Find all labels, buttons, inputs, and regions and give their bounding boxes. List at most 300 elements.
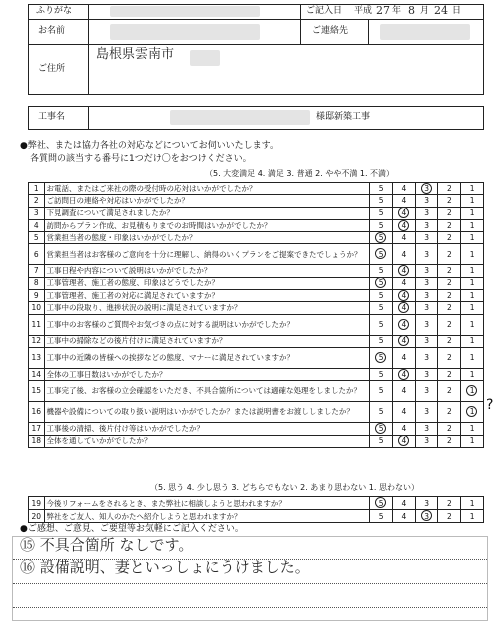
score-label: 4 xyxy=(401,423,407,433)
score-option-1[interactable] xyxy=(461,219,484,231)
score-option-5[interactable] xyxy=(370,497,393,510)
score-option-3[interactable] xyxy=(415,290,438,302)
score-option-2[interactable] xyxy=(438,195,461,207)
score-label: 2 xyxy=(446,196,452,205)
score-label: 4 xyxy=(401,208,407,218)
question-number: 2 xyxy=(29,195,45,207)
score-label: 4 xyxy=(401,353,407,363)
score-option-3[interactable] xyxy=(415,195,438,207)
score-label: 1 xyxy=(469,369,475,379)
header-line xyxy=(28,19,484,20)
score-option-3[interactable] xyxy=(415,423,438,435)
score-option-4[interactable] xyxy=(392,277,415,289)
score-label: 3 xyxy=(424,353,429,363)
score-option-3[interactable] xyxy=(415,302,438,314)
score-label: 3 xyxy=(424,196,429,205)
score-option-4[interactable] xyxy=(392,290,415,302)
score-label: 4 xyxy=(401,336,407,346)
score-label: 5 xyxy=(378,220,384,230)
score-option-2[interactable] xyxy=(438,435,461,447)
score-label: 1 xyxy=(469,249,475,259)
score-label: 1 xyxy=(469,303,475,313)
selected-circle xyxy=(375,277,386,288)
question-text: 営業担当者はお客様のご意向を十分に理解し、納得のいくプランをご提案できたでしょうか？ xyxy=(44,244,370,265)
question-row xyxy=(29,219,484,231)
score-label: 5 xyxy=(378,278,384,288)
selected-circle xyxy=(375,352,386,363)
score-label: 5 xyxy=(378,369,384,379)
question-number: 10 xyxy=(29,302,45,314)
score-option-4[interactable] xyxy=(392,314,415,335)
question-text: 工事完了後、お客様の立会確認をいただき、不具合箇所については適確な処理をしましたか？ xyxy=(44,381,370,402)
score-label: 2 xyxy=(446,423,452,433)
score-label: 5 xyxy=(378,407,384,417)
score-option-2[interactable] xyxy=(438,265,461,277)
score-label: 3 xyxy=(424,386,429,396)
score-option-1[interactable] xyxy=(461,368,484,380)
score-option-5[interactable] xyxy=(370,195,393,207)
question-row xyxy=(29,435,484,447)
name-redacted xyxy=(110,24,260,40)
score-label: 4 xyxy=(401,498,407,508)
date-day: 24 xyxy=(434,4,448,17)
question-number: 6 xyxy=(29,244,45,265)
question-row xyxy=(29,290,484,302)
score-label: 3 xyxy=(424,249,429,259)
score-option-1[interactable] xyxy=(461,207,484,219)
score-option-5[interactable] xyxy=(370,347,393,368)
score-label: 2 xyxy=(446,290,452,300)
score-option-2[interactable] xyxy=(438,402,461,423)
score-label: 3 xyxy=(424,498,429,508)
score-option-5[interactable] xyxy=(370,277,393,289)
score-label: 5 xyxy=(378,208,384,218)
date-year-unit: 年 xyxy=(392,6,402,16)
score-option-3[interactable] xyxy=(415,314,438,335)
score-option-5[interactable] xyxy=(370,435,393,447)
score-option-1[interactable] xyxy=(461,347,484,368)
score-option-2[interactable] xyxy=(438,207,461,219)
selected-circle xyxy=(466,406,477,417)
score-label: 5 xyxy=(378,290,384,300)
question-text: 工事管理者、施工者の対応に満足されていますか？ xyxy=(44,290,370,302)
score-label: 4 xyxy=(401,196,407,205)
score-option-3[interactable] xyxy=(415,497,438,510)
question-number: 15 xyxy=(29,381,45,402)
score-option-5[interactable] xyxy=(370,290,393,302)
question-row xyxy=(29,302,484,314)
selected-circle xyxy=(421,510,432,521)
selected-circle xyxy=(398,265,409,276)
score-label: 1 xyxy=(469,266,475,276)
header-line xyxy=(368,19,369,44)
score-option-5[interactable] xyxy=(370,244,393,265)
score-option-2[interactable] xyxy=(438,219,461,231)
project-value: 様邸新築工事 xyxy=(316,112,371,122)
furigana-redacted xyxy=(110,6,260,17)
header-line xyxy=(28,44,484,45)
score-option-4[interactable] xyxy=(392,335,415,347)
question-text: 工事中の近隣の皆様への挨拶などの態度、マナーに満足されていますか？ xyxy=(44,347,370,368)
selected-circle xyxy=(375,248,386,259)
score-option-5[interactable] xyxy=(370,232,393,244)
score-label: 1 xyxy=(469,319,475,329)
score-option-3[interactable] xyxy=(415,277,438,289)
score-option-3[interactable] xyxy=(415,335,438,347)
question-row xyxy=(29,402,484,423)
score-option-1[interactable] xyxy=(461,195,484,207)
question-number: 18 xyxy=(29,435,45,447)
question-row xyxy=(29,497,484,510)
score-option-1[interactable] xyxy=(461,335,484,347)
selected-circle xyxy=(398,319,409,330)
selected-circle xyxy=(375,423,386,434)
score-label: 1 xyxy=(469,336,475,346)
score-label: 5 xyxy=(378,386,384,396)
score-option-2[interactable] xyxy=(438,232,461,244)
score-label: 2 xyxy=(446,266,452,276)
question-row xyxy=(29,381,484,402)
scale-legend: （5. 大変満足 4. 満足 3. 普通 2. やや不満 1. 不満） xyxy=(205,169,395,178)
score-option-1[interactable] xyxy=(461,277,484,289)
score-label: 5 xyxy=(378,511,384,521)
question-number: 5 xyxy=(29,232,45,244)
score-label: 4 xyxy=(401,407,407,417)
question-number: 14 xyxy=(29,368,45,380)
question-number: 20 xyxy=(29,510,45,523)
score-option-4[interactable] xyxy=(392,183,415,195)
question-text: 訪問からプラン作成、お見積もりまでのお時間はいかがでしたか？ xyxy=(44,219,370,231)
score-label: 2 xyxy=(446,303,452,313)
score-label: 1 xyxy=(469,386,475,396)
question-number: 8 xyxy=(29,277,45,289)
score-label: 3 xyxy=(424,208,429,218)
score-label: 2 xyxy=(446,183,452,193)
score-label: 3 xyxy=(424,290,429,300)
score-option-3[interactable] xyxy=(415,347,438,368)
score-label: 4 xyxy=(401,436,407,446)
score-label: 4 xyxy=(401,249,407,259)
score-label: 3 xyxy=(424,220,429,230)
score-label: 2 xyxy=(446,278,452,288)
score-label: 3 xyxy=(424,407,429,417)
score-label: 1 xyxy=(469,407,475,417)
question-number: 13 xyxy=(29,347,45,368)
score-label: 5 xyxy=(378,232,384,242)
question-row xyxy=(29,265,484,277)
question-text: 工事日程や内容について説明はいかがでしたか？ xyxy=(44,265,370,277)
address-redacted xyxy=(190,50,220,66)
score-option-5[interactable] xyxy=(370,381,393,402)
questions-table-2 xyxy=(28,496,484,523)
score-option-4[interactable] xyxy=(392,265,415,277)
score-label: 4 xyxy=(401,386,407,396)
score-label: 5 xyxy=(378,183,384,193)
header-line xyxy=(88,4,89,95)
question-text: 工事中の掃除などの後片付けに満足されていますか？ xyxy=(44,335,370,347)
question-number: 12 xyxy=(29,335,45,347)
score-option-2[interactable] xyxy=(438,381,461,402)
score-label: 5 xyxy=(378,303,384,313)
score-label: 3 xyxy=(424,266,429,276)
question-text: 弊社をご友人、知人のかたへ紹介しようと思われますか？ xyxy=(44,510,370,523)
score-label: 5 xyxy=(378,436,384,446)
score-option-3[interactable] xyxy=(415,510,438,523)
score-label: 4 xyxy=(401,511,407,521)
instruction-line-1: ●弊社、または協力各社の対応などについてお伺いいたします。 xyxy=(20,141,279,151)
question-number: 7 xyxy=(29,265,45,277)
score-option-4[interactable] xyxy=(392,347,415,368)
score-option-2[interactable] xyxy=(438,510,461,523)
score-option-1[interactable] xyxy=(461,381,484,402)
score-label: 3 xyxy=(424,319,429,329)
score-option-3[interactable] xyxy=(415,265,438,277)
question-text: 営業担当者の態度・印象はいかがでしたか？ xyxy=(44,232,370,244)
score-label: 5 xyxy=(378,196,384,205)
score-label: 1 xyxy=(469,511,475,521)
score-label: 3 xyxy=(424,436,429,446)
score-label: 1 xyxy=(469,290,475,300)
score-label: 1 xyxy=(469,436,475,446)
score-option-4[interactable] xyxy=(392,207,415,219)
selected-circle xyxy=(398,335,409,346)
score-option-2[interactable] xyxy=(438,347,461,368)
score-option-2[interactable] xyxy=(438,368,461,380)
question-text: ご訪問日の連絡や対応はいかがでしたか？ xyxy=(44,195,370,207)
question-text: 全体の工事日数はいかがでしたか？ xyxy=(44,368,370,380)
score-label: 4 xyxy=(401,220,407,230)
score-label: 5 xyxy=(378,336,384,346)
score-label: 2 xyxy=(446,353,452,363)
score-option-3[interactable] xyxy=(415,244,438,265)
margin-question-mark: ? xyxy=(486,397,494,413)
score-option-3[interactable] xyxy=(415,402,438,423)
score-option-2[interactable] xyxy=(438,302,461,314)
score-option-5[interactable] xyxy=(370,402,393,423)
instruction-line-2: 各質問の該当する番号に1つだけ〇をおつけください。 xyxy=(30,154,252,164)
score-label: 1 xyxy=(469,278,475,288)
address-label: ご住所 xyxy=(38,64,66,74)
name-label: お名前 xyxy=(38,26,66,36)
score-option-2[interactable] xyxy=(438,277,461,289)
score-label: 3 xyxy=(424,336,429,346)
score-label: 4 xyxy=(401,319,407,329)
score-option-1[interactable] xyxy=(461,290,484,302)
score-label: 1 xyxy=(469,353,475,363)
score-option-5[interactable] xyxy=(370,219,393,231)
score-label: 3 xyxy=(424,369,429,379)
score-label: 2 xyxy=(446,220,452,230)
score-label: 3 xyxy=(424,232,429,242)
question-text: 機器や設備についての取り扱い説明はいかがでしたか？または説明書をお渡ししましたか？ xyxy=(44,402,370,423)
score-option-4[interactable] xyxy=(392,244,415,265)
score-option-2[interactable] xyxy=(438,423,461,435)
score-label: 4 xyxy=(401,290,407,300)
score-option-2[interactable] xyxy=(438,314,461,335)
project-name-redacted xyxy=(170,110,310,125)
questions-table xyxy=(28,182,484,448)
score-option-1[interactable] xyxy=(461,232,484,244)
question-text: 今後リフォームをされるとき、また弊社に相談しようと思われますか？ xyxy=(44,497,370,510)
score-option-4[interactable] xyxy=(392,232,415,244)
question-row xyxy=(29,347,484,368)
score-option-4[interactable] xyxy=(392,195,415,207)
selected-circle xyxy=(398,207,409,218)
score-option-4[interactable] xyxy=(392,497,415,510)
score-label: 4 xyxy=(401,232,407,242)
score-option-1[interactable] xyxy=(461,402,484,423)
score-label: 1 xyxy=(469,498,475,508)
question-text: 全体を通していかがでしたか？ xyxy=(44,435,370,447)
date-era: 平成 xyxy=(354,6,373,16)
score-option-3[interactable] xyxy=(415,435,438,447)
date-month: 8 xyxy=(408,4,415,17)
question-number: 19 xyxy=(29,497,45,510)
score-option-1[interactable] xyxy=(461,302,484,314)
score-label: 3 xyxy=(424,303,429,313)
score-option-4[interactable] xyxy=(392,368,415,380)
question-text: 工事中のお客様のご質問やお気づきの点に対する説明はいかがでしたか？ xyxy=(44,314,370,335)
question-number: 16 xyxy=(29,402,45,423)
question-text: 工事中の段取り、進捗状況の説明に満足されていますか？ xyxy=(44,302,370,314)
score-option-3[interactable] xyxy=(415,183,438,195)
score-label: 4 xyxy=(401,278,407,288)
date-year: 27 xyxy=(376,4,390,17)
question-text: お電話、またはご来社の際の受付時の応対はいかがでしたか？ xyxy=(44,183,370,195)
score-option-1[interactable] xyxy=(461,510,484,523)
question-text: 工事後の清掃、後片付け等はいかがでしたか？ xyxy=(44,423,370,435)
score-option-4[interactable] xyxy=(392,510,415,523)
score-option-4[interactable] xyxy=(392,402,415,423)
comments-label: ●ご感想、ご意見、ご要望等お気軽にご記入ください。 xyxy=(20,524,244,534)
score-option-5[interactable] xyxy=(370,183,393,195)
score-label: 2 xyxy=(446,232,452,242)
score-label: 2 xyxy=(446,249,452,259)
question-row xyxy=(29,232,484,244)
score-option-3[interactable] xyxy=(415,381,438,402)
score-label: 3 xyxy=(424,278,429,288)
question-row xyxy=(29,183,484,195)
question-row xyxy=(29,335,484,347)
score-label: 4 xyxy=(401,303,407,313)
score-label: 1 xyxy=(469,208,475,218)
question-row xyxy=(29,423,484,435)
score-option-4[interactable] xyxy=(392,219,415,231)
question-row xyxy=(29,368,484,380)
selected-circle xyxy=(375,232,386,243)
score-option-5[interactable] xyxy=(370,265,393,277)
score-option-5[interactable] xyxy=(370,423,393,435)
date-day-unit: 日 xyxy=(452,6,462,16)
score-option-1[interactable] xyxy=(461,497,484,510)
question-text: 下見調査について満足されましたか？ xyxy=(44,207,370,219)
project-divider xyxy=(88,106,89,130)
header-line xyxy=(300,4,301,44)
score-option-3[interactable] xyxy=(415,207,438,219)
score-option-1[interactable] xyxy=(461,314,484,335)
score-option-2[interactable] xyxy=(438,183,461,195)
score-option-1[interactable] xyxy=(461,244,484,265)
score-label: 4 xyxy=(401,266,407,276)
score-option-2[interactable] xyxy=(438,244,461,265)
score-label: 3 xyxy=(424,423,429,433)
score-label: 4 xyxy=(401,183,407,193)
question-number: 4 xyxy=(29,219,45,231)
question-row xyxy=(29,207,484,219)
question-text: 工事管理者、施工者の態度、印象はどうでしたか？ xyxy=(44,277,370,289)
score-option-5[interactable] xyxy=(370,314,393,335)
score-label: 5 xyxy=(378,266,384,276)
question-number: 1 xyxy=(29,183,45,195)
score-option-4[interactable] xyxy=(392,381,415,402)
score-option-2[interactable] xyxy=(438,497,461,510)
score-option-5[interactable] xyxy=(370,207,393,219)
score-option-4[interactable] xyxy=(392,423,415,435)
selected-circle xyxy=(375,497,386,508)
score-label: 1 xyxy=(469,183,475,193)
score-label: 5 xyxy=(378,498,384,508)
question-row xyxy=(29,195,484,207)
score-option-4[interactable] xyxy=(392,435,415,447)
contact-redacted xyxy=(380,24,470,40)
score-option-3[interactable] xyxy=(415,219,438,231)
question-number: 9 xyxy=(29,290,45,302)
score-label: 5 xyxy=(378,353,384,363)
score-option-3[interactable] xyxy=(415,232,438,244)
question-row xyxy=(29,510,484,523)
score-label: 3 xyxy=(424,183,429,193)
project-label: 工事名 xyxy=(38,112,66,122)
score-label: 1 xyxy=(469,196,475,205)
score-option-1[interactable] xyxy=(461,435,484,447)
score-label: 5 xyxy=(378,423,384,433)
score-label: 1 xyxy=(469,423,475,433)
score-option-2[interactable] xyxy=(438,335,461,347)
score-option-4[interactable] xyxy=(392,302,415,314)
score-option-1[interactable] xyxy=(461,265,484,277)
selected-circle xyxy=(398,302,409,313)
score-label: 2 xyxy=(446,386,452,396)
score-label: 1 xyxy=(469,220,475,230)
score-label: 2 xyxy=(446,436,452,446)
selected-circle xyxy=(398,369,409,380)
address-value: 島根県雲南市 xyxy=(96,47,175,62)
score-option-5[interactable] xyxy=(370,335,393,347)
score-label: 2 xyxy=(446,369,452,379)
score-label: 5 xyxy=(378,319,384,329)
score-option-1[interactable] xyxy=(461,183,484,195)
score-option-5[interactable] xyxy=(370,368,393,380)
selected-circle xyxy=(466,385,477,396)
score-label: 2 xyxy=(446,336,452,346)
question-row xyxy=(29,244,484,265)
score-option-3[interactable] xyxy=(415,368,438,380)
date-month-unit: 月 xyxy=(420,6,430,16)
selected-circle xyxy=(421,183,432,194)
furigana-label: ふりがな xyxy=(36,6,73,16)
score-label: 2 xyxy=(446,511,452,521)
score-option-1[interactable] xyxy=(461,423,484,435)
question-number: 3 xyxy=(29,207,45,219)
question-row xyxy=(29,277,484,289)
score-label: 5 xyxy=(378,249,384,259)
score-option-2[interactable] xyxy=(438,290,461,302)
score-label: 3 xyxy=(424,511,429,521)
score-label: 2 xyxy=(446,208,452,218)
score-option-5[interactable] xyxy=(370,302,393,314)
scale-legend-2: （5. 思う 4. 少し思う 3. どちらでもない 2. あまり思わない 1. 思わない） xyxy=(150,483,419,492)
score-option-5[interactable] xyxy=(370,510,393,523)
